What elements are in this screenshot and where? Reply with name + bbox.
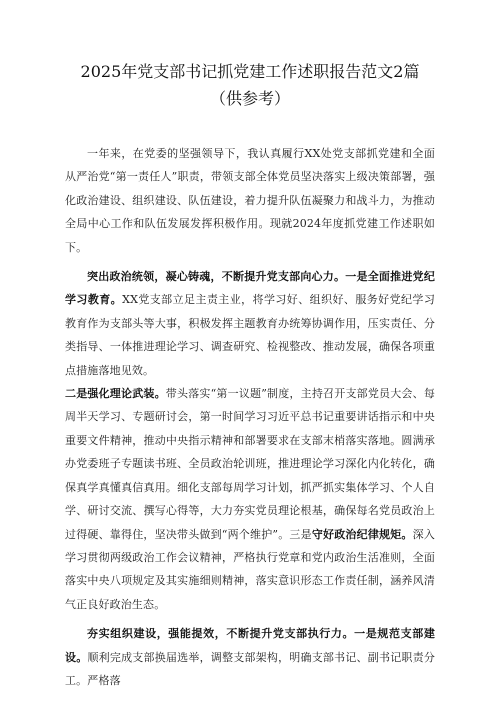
section-1-text: XX党支部立足主责主业，将学习好、组织好、服务好党纪学习教育作为支部头等大事，积极发挥主题教育办统筹协调作用，压实责任、分类指导、一体推进理论学习、调查研究、检视整改、推动发展，确保各项重点措施落地见效。 (65, 293, 435, 377)
section-2-text: 带头落实“第一议题”制度，主持召开支部党员大会、每周半天学习、专题研讨会，第一时间学习习近平总书记重要讲话指示和中央重要文件精神，推动中央指示精神和部署要求在支部末梢落实落地。圆满承办党委班子专题读书班、全员政治轮训班，推进理论学习深化内化转化，确保真学真懂真信真用。细化支部每周学习计划，抓严抓实集体学习、个人自学、研讨交流、撰写心得等，大力夯实党员理论根基，确保每名党员政治上过得硬、靠得住，坚决带头做到“两个维护”。三是 (65, 387, 435, 541)
section-1-paragraph (65, 265, 435, 382)
section-4-paragraph (65, 622, 435, 692)
document-title: 2025年党支部书记抓党建工作述职报告范文2篇（供参考） (80, 62, 420, 108)
section-3-text: 深入学习贯彻两级政治工作会议精神，严格执行党章和党内政治生活准则，全面落实中央八项规定及其实施细则精神，落实意识形态工作责任制，涵养风清气正良好政治生态。 (65, 527, 435, 611)
intro-paragraph: 一年来，在党委的坚强领导下，我认真履行XX处党支部抓党建和全面从严治党“第一责任人”职责，带领支部全体党员坚决落实上级决策部署，强化政治建设、组织建设、队伍建设，着力提升队伍凝聚力和战斗力，为推动全局中心工作和队伍发展发挥积极作用。现就2024年度抓党建工作述职如下。 (65, 147, 435, 254)
section-2-paragraph (65, 382, 435, 616)
document-body (65, 142, 435, 692)
section-1-heading: 突出政治统领，凝心铸魂，不断提升党支部向心力。一是全面推进党纪学习教育。 (65, 270, 435, 307)
section-4-text: 顺利完成支部换届选举，调整支部架构，明确支部书记、副书记职责分工。严格落 (65, 650, 435, 687)
section-2-heading: 二是强化理论武装。 (65, 387, 166, 401)
section-3-heading: 守好政治纪律规矩。 (311, 527, 413, 541)
section-4-heading: 夯实组织建设，强能提效，不断提升党支部执行力。一是规范支部建设。 (65, 627, 435, 664)
